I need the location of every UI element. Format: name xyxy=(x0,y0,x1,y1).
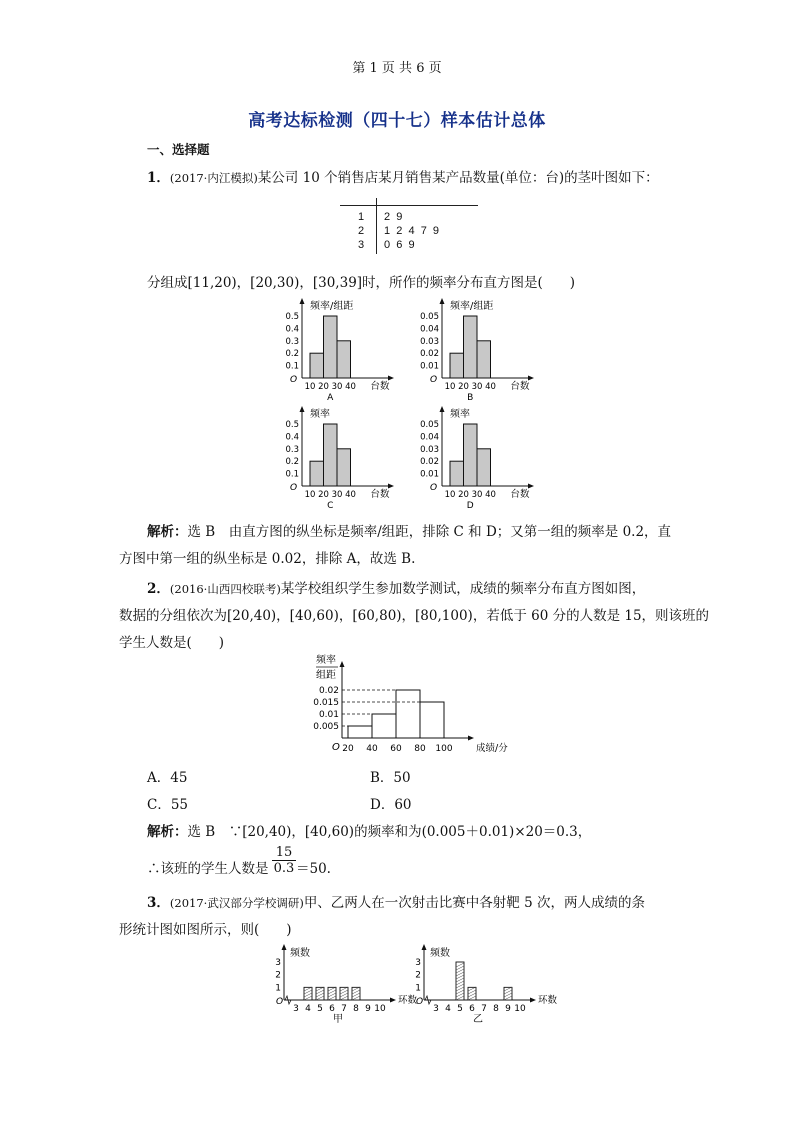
y-axis-arrow xyxy=(340,661,345,667)
x-tick-label: 6 xyxy=(469,1004,475,1014)
origin-label: O xyxy=(290,375,298,385)
y-tick-label: 0.03 xyxy=(420,444,439,455)
y-tick-label: 0.5 xyxy=(285,312,299,322)
y-tick-label: 0.02 xyxy=(420,457,439,468)
x-axis-arrow xyxy=(530,998,536,1003)
histogram-bar xyxy=(337,449,351,486)
x-axis-arrow xyxy=(388,484,394,489)
origin-label: O xyxy=(290,483,298,493)
x-tick-label: 20 xyxy=(342,744,354,754)
y-tick-label: 0.4 xyxy=(285,432,299,443)
histogram-bar xyxy=(450,353,464,378)
q1-explain-text: 选 B 由直方图的纵坐标是频率/组距，排除 C 和 D；又第一组的频率是 0.2，直 xyxy=(187,524,672,540)
x-axis-arrow xyxy=(528,484,534,489)
q2-explanation-2: ∴该班的学生人数是 xyxy=(147,861,269,877)
q1-number: 1． xyxy=(147,170,170,186)
q2-stem3: 学生人数是( ) xyxy=(119,635,225,651)
x-tick-label: 8 xyxy=(493,1004,499,1014)
y-tick-label: 0.5 xyxy=(285,420,299,430)
q1-explanation xyxy=(147,520,671,540)
histogram-bar xyxy=(324,316,338,378)
x-tick-label: 100 xyxy=(435,744,453,754)
bar-chart-yi xyxy=(410,942,558,1025)
x-tick-label: 10 xyxy=(514,1004,526,1014)
histogram-bar xyxy=(464,316,478,378)
leaf-values: 1 2 4 7 9 xyxy=(384,225,440,237)
x-tick-label: 4 xyxy=(445,1004,451,1014)
frequency-bar xyxy=(456,962,464,1000)
y-axis-arrow xyxy=(440,406,445,412)
q2-number: 2． xyxy=(147,581,170,597)
q1-stem2: 分组成[11,20)，[20,30)，[30,39]时，所作的频率分布直方图是( ) xyxy=(147,275,576,291)
q2-stem2: 数据的分组依次为[20,40)，[40,60)，[60,80)，[80,100)，若低于 60 分的人数是 15，则该班的 xyxy=(119,608,710,624)
q2-stem xyxy=(147,577,645,597)
y-axis-arrow xyxy=(300,298,305,304)
y-tick-label: 0.05 xyxy=(420,420,439,430)
x-axis-label: 环数 xyxy=(398,995,418,1006)
x-tick-label: 40 xyxy=(345,490,356,500)
x-tick-label: 30 xyxy=(331,490,343,500)
leaf-values: 0 6 9 xyxy=(384,239,415,251)
y-tick-label: 0.04 xyxy=(420,432,439,443)
y-tick-label: 1 xyxy=(415,983,421,994)
x-tick-label: 40 xyxy=(366,744,378,754)
x-tick-label: 10 xyxy=(304,490,316,500)
x-tick-label: 20 xyxy=(318,490,329,500)
x-tick-label: 20 xyxy=(458,490,469,500)
histogram-bar xyxy=(324,424,338,486)
x-axis-arrow xyxy=(528,376,534,381)
y-tick-label: 0.2 xyxy=(285,349,299,360)
stem-value: 3 xyxy=(358,239,365,251)
y-tick-label: 0.01 xyxy=(420,361,439,372)
y-axis-arrow xyxy=(422,944,427,950)
q3-text: 甲、乙两人在一次射击比赛中各射靶 5 次，两人成绩的条 xyxy=(303,895,645,911)
q2-explain-text: 选 B ∵[20,40)，[40,60)的频率和为(0.005＋0.01)×20＝0.3， xyxy=(187,824,592,840)
y-axis-label: 频率/组距 xyxy=(310,301,354,312)
histogram-bar xyxy=(464,424,478,486)
q1-explanation-2: 方图中第一组的纵坐标是 0.02，排除 A，故选 B. xyxy=(119,551,416,567)
score-histogram xyxy=(280,652,520,756)
x-tick-label: 9 xyxy=(365,1004,371,1014)
section-heading: 一、选择题 xyxy=(147,142,210,157)
q2-option-b: B．50 xyxy=(370,770,411,786)
page-title: 高考达标检测（四十七）样本估计总体 xyxy=(248,111,546,131)
q3-stem xyxy=(147,891,645,911)
histogram-bar xyxy=(310,353,324,378)
x-tick-label: 7 xyxy=(481,1004,487,1014)
x-tick-label: 4 xyxy=(305,1004,311,1014)
y-tick-label: 0.02 xyxy=(420,349,439,360)
x-axis-label: 环数 xyxy=(538,995,558,1006)
y-tick-label: 0.01 xyxy=(318,710,339,720)
q2-explanation xyxy=(147,820,591,840)
x-axis-label: 成绩/分 xyxy=(476,743,508,754)
origin-label: O xyxy=(430,375,438,385)
stem-value: 1 xyxy=(358,211,365,223)
x-tick-label: 80 xyxy=(414,744,426,754)
chart-label: 乙 xyxy=(473,1014,483,1025)
histogram-bar xyxy=(450,461,464,486)
stem-leaf-divider xyxy=(376,198,377,254)
x-axis-label: 台数 xyxy=(510,381,530,392)
histogram-bar xyxy=(477,341,491,378)
y-axis-label: 频率 xyxy=(310,409,330,420)
stem-leaf-plot xyxy=(340,198,480,254)
x-axis-label: 台数 xyxy=(370,489,390,500)
q1-source: (2017·内江模拟) xyxy=(169,171,258,185)
origin-label: O xyxy=(276,997,284,1007)
y-axis-arrow xyxy=(282,944,287,950)
q2-option-a: A．45 xyxy=(147,770,188,786)
histogram-c xyxy=(268,404,398,510)
x-tick-label: 40 xyxy=(485,382,496,392)
y-tick-label: 0.005 xyxy=(313,722,339,732)
histogram-bar xyxy=(337,341,351,378)
x-tick-label: 5 xyxy=(317,1004,323,1014)
y-tick-label: 0.4 xyxy=(285,324,299,335)
histogram-b xyxy=(408,296,538,402)
y-tick-label: 0.015 xyxy=(313,698,339,708)
x-axis-label: 台数 xyxy=(370,381,390,392)
y-axis-arrow xyxy=(440,298,445,304)
chart-label: 甲 xyxy=(333,1014,343,1025)
x-tick-label: 30 xyxy=(331,382,343,392)
y-tick-label: 0.2 xyxy=(285,457,299,468)
q2-source: (2016·山西四校联考) xyxy=(169,582,281,596)
q2-explain-label: 解析： xyxy=(147,824,188,840)
x-tick-label: 10 xyxy=(444,382,456,392)
x-axis-arrow xyxy=(388,376,394,381)
x-tick-label: 20 xyxy=(318,382,329,392)
y-axis-label: 频数 xyxy=(430,948,450,959)
q2-explanation-3: ＝50. xyxy=(296,861,331,877)
chart-label: A xyxy=(327,393,334,403)
q1-explain-label: 解析： xyxy=(147,524,188,540)
x-tick-label: 3 xyxy=(293,1004,299,1014)
y-tick-label: 0.03 xyxy=(420,336,439,347)
y-tick-label: 0.04 xyxy=(420,324,439,335)
x-tick-label: 30 xyxy=(471,382,483,392)
fraction-denominator: 0.3 xyxy=(273,861,295,876)
chart-label: D xyxy=(466,501,474,511)
y-tick-label: 2 xyxy=(275,970,281,981)
x-axis-label: 台数 xyxy=(510,489,530,500)
y-tick-label: 0.05 xyxy=(420,312,439,322)
x-tick-label: 40 xyxy=(485,490,496,500)
origin-label: O xyxy=(332,742,340,753)
x-tick-label: 10 xyxy=(304,382,316,392)
q2-option-c: C．55 xyxy=(147,797,189,813)
y-axis-label-2: 组距 xyxy=(316,670,336,681)
x-tick-label: 6 xyxy=(329,1004,335,1014)
page-header: 第 1 页 共 6 页 xyxy=(352,61,442,76)
q3-stem2: 形统计图如图所示，则( ) xyxy=(119,922,292,938)
y-tick-label: 1 xyxy=(275,983,281,994)
q2-text: 某学校组织学生参加数学测试，成绩的频率分布直方图如图， xyxy=(280,581,646,597)
x-tick-label: 9 xyxy=(505,1004,511,1014)
x-tick-label: 40 xyxy=(345,382,356,392)
x-tick-label: 20 xyxy=(458,382,469,392)
histogram-bar xyxy=(372,714,396,738)
x-tick-label: 60 xyxy=(390,744,402,754)
x-axis-arrow xyxy=(468,736,474,741)
histogram-a xyxy=(268,296,398,402)
fraction-numerator: 15 xyxy=(272,845,296,861)
x-tick-label: 30 xyxy=(471,490,483,500)
x-tick-label: 10 xyxy=(444,490,456,500)
q3-source: (2017·武汉部分学校调研) xyxy=(169,896,304,910)
bar-chart-jia xyxy=(270,942,418,1025)
leaf-values: 2 9 xyxy=(384,211,403,223)
stem-value: 2 xyxy=(358,225,365,237)
q3-number: 3． xyxy=(147,895,170,911)
x-tick-label: 8 xyxy=(353,1004,359,1014)
y-tick-label: 0.01 xyxy=(420,469,439,480)
x-tick-label: 3 xyxy=(433,1004,439,1014)
y-tick-label: 3 xyxy=(415,958,421,968)
histogram-bar xyxy=(396,690,420,738)
histogram-bar xyxy=(420,702,444,738)
x-tick-label: 5 xyxy=(457,1004,463,1014)
y-axis-label: 频率 xyxy=(450,409,470,420)
y-tick-label: 0.3 xyxy=(285,336,299,347)
x-tick-label: 10 xyxy=(374,1004,386,1014)
y-tick-label: 3 xyxy=(275,958,281,968)
fraction xyxy=(272,845,296,877)
histogram-bar xyxy=(348,726,372,738)
origin-label: O xyxy=(416,997,424,1007)
y-tick-label: 0.1 xyxy=(285,361,299,372)
y-tick-label: 0.3 xyxy=(285,444,299,455)
x-tick-label: 7 xyxy=(341,1004,347,1014)
histogram-bar xyxy=(310,461,324,486)
q1-stem xyxy=(147,166,659,186)
x-axis-arrow xyxy=(390,998,396,1003)
histogram-d xyxy=(408,404,538,510)
y-axis-label: 频率/组距 xyxy=(450,301,494,312)
y-tick-label: 2 xyxy=(415,970,421,981)
y-axis-label: 频率 xyxy=(316,655,336,666)
q1-text: 某公司 10 个销售店某月销售某产品数量(单位：台)的茎叶图如下： xyxy=(257,170,659,186)
y-tick-label: 0.1 xyxy=(285,469,299,480)
origin-label: O xyxy=(430,483,438,493)
chart-label: C xyxy=(327,501,334,511)
stem-leaf-top-rule xyxy=(340,205,478,206)
q2-option-d: D．60 xyxy=(370,797,412,813)
y-axis-label: 频数 xyxy=(290,948,310,959)
chart-label: B xyxy=(467,393,474,403)
histogram-bar xyxy=(477,449,491,486)
y-axis-arrow xyxy=(300,406,305,412)
y-tick-label: 0.02 xyxy=(318,686,339,696)
